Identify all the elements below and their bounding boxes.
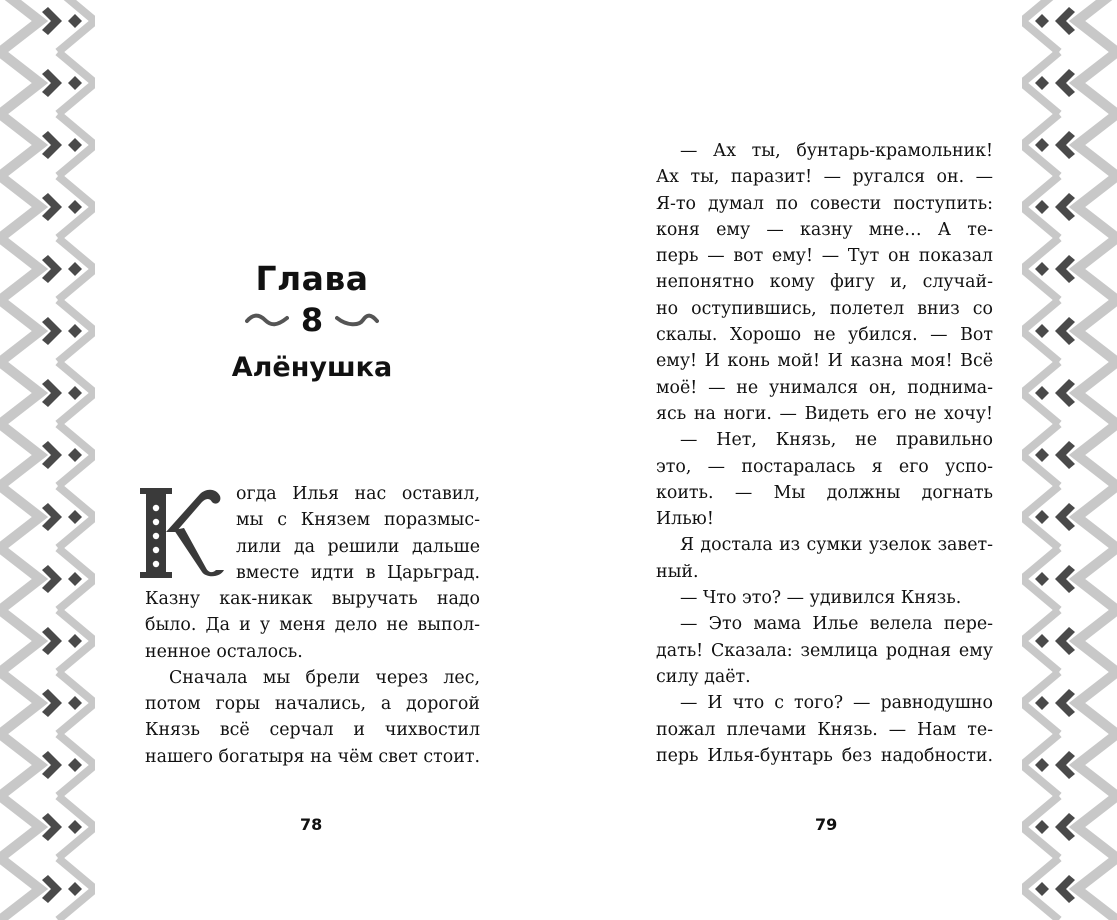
zigzag-ornament-icon — [0, 0, 95, 920]
text-line: Сначала мы брели через лес, — [169, 667, 480, 688]
text-line: Я достала из сумки узелок завет- — [680, 535, 993, 556]
text-line: перь Илья-бунтарь без надобности. — [656, 745, 993, 766]
text-line: ненное осталось. — [145, 641, 303, 662]
text-line: Князь всё серчал и чихвостил — [145, 720, 480, 741]
chapter-number: 8 — [300, 301, 324, 339]
right-ornament-border — [1022, 0, 1117, 920]
text-line: пожал плечами Князь. — Нам те- — [656, 719, 993, 740]
text-line: коить. — Мы должны догнать — [656, 482, 993, 503]
text-line: огда Илья нас оставил, — [236, 484, 480, 504]
text-line: ему! И конь мой! И казна моя! Всё — [656, 351, 993, 372]
text-line: силу даёт. — [656, 666, 751, 687]
dropcap — [140, 484, 228, 580]
text-line: лили да решили дальше — [236, 536, 480, 557]
text-line: Я-то думал по совести поступить: — [656, 193, 993, 214]
text-line: моё! — не унимался он, поднима- — [656, 377, 993, 398]
text-line: нашего богатыря на чём свет стоит. — [145, 746, 480, 767]
text-line: потом горы начались, а дорогой — [145, 694, 480, 715]
text-line: — Нет, Князь, не правильно — [680, 430, 993, 451]
swash-left-icon — [245, 312, 289, 328]
text-line: — И что с того? — равнодушно — [680, 693, 993, 714]
text-line: — Ах ты, бунтарь-крамольник! — [680, 141, 993, 161]
chapter-number-row — [200, 300, 424, 340]
dropcap-paragraph-lines — [236, 481, 480, 586]
left-page-text — [145, 586, 480, 770]
text-line: скалы. Хорошо не убился. — Вот — [656, 325, 993, 346]
text-line: Казну как-никак выручать надо — [145, 589, 480, 609]
right-page-text — [656, 138, 993, 769]
text-line: ясь на ноги. — Видеть его не хочу! — [656, 403, 993, 424]
text-line: непонятно кому фигу и, случай- — [656, 272, 993, 293]
text-line: Илью! — [656, 509, 714, 530]
text-line: — Что это? — удивился Князь. — [680, 588, 962, 609]
text-line: дать! Сказала: землица родная ему — [656, 640, 993, 661]
left-ornament-border — [0, 0, 95, 920]
text-line: перь — вот ему! — Тут он показал — [656, 246, 993, 267]
swash-right-icon — [335, 312, 379, 328]
text-line: Ах ты, паразит! — ругался он. — — [656, 167, 993, 188]
text-line: было. Да и у меня дело не выпол- — [145, 615, 480, 636]
chapter-title: Алёнушка — [231, 352, 393, 383]
page-number-right: 79 — [815, 815, 838, 834]
text-line: ный. — [656, 561, 699, 582]
text-line: — Это мама Илье велела пере- — [680, 614, 993, 635]
text-line: это, — постаралась я его успо- — [656, 456, 993, 477]
page-number-left: 78 — [300, 815, 323, 834]
text-line: коня ему — казну мне… А те- — [656, 219, 993, 240]
text-line: вместе идти в Царьград. — [236, 562, 480, 583]
text-line: мы с Князем поразмыс- — [236, 510, 480, 531]
chapter-word: Глава — [255, 259, 369, 298]
dropcap-letter-icon — [140, 484, 228, 580]
chapter-heading — [200, 258, 424, 388]
text-line: но оступившись, полетел вниз со — [656, 298, 993, 319]
zigzag-ornament-icon — [1022, 0, 1117, 920]
